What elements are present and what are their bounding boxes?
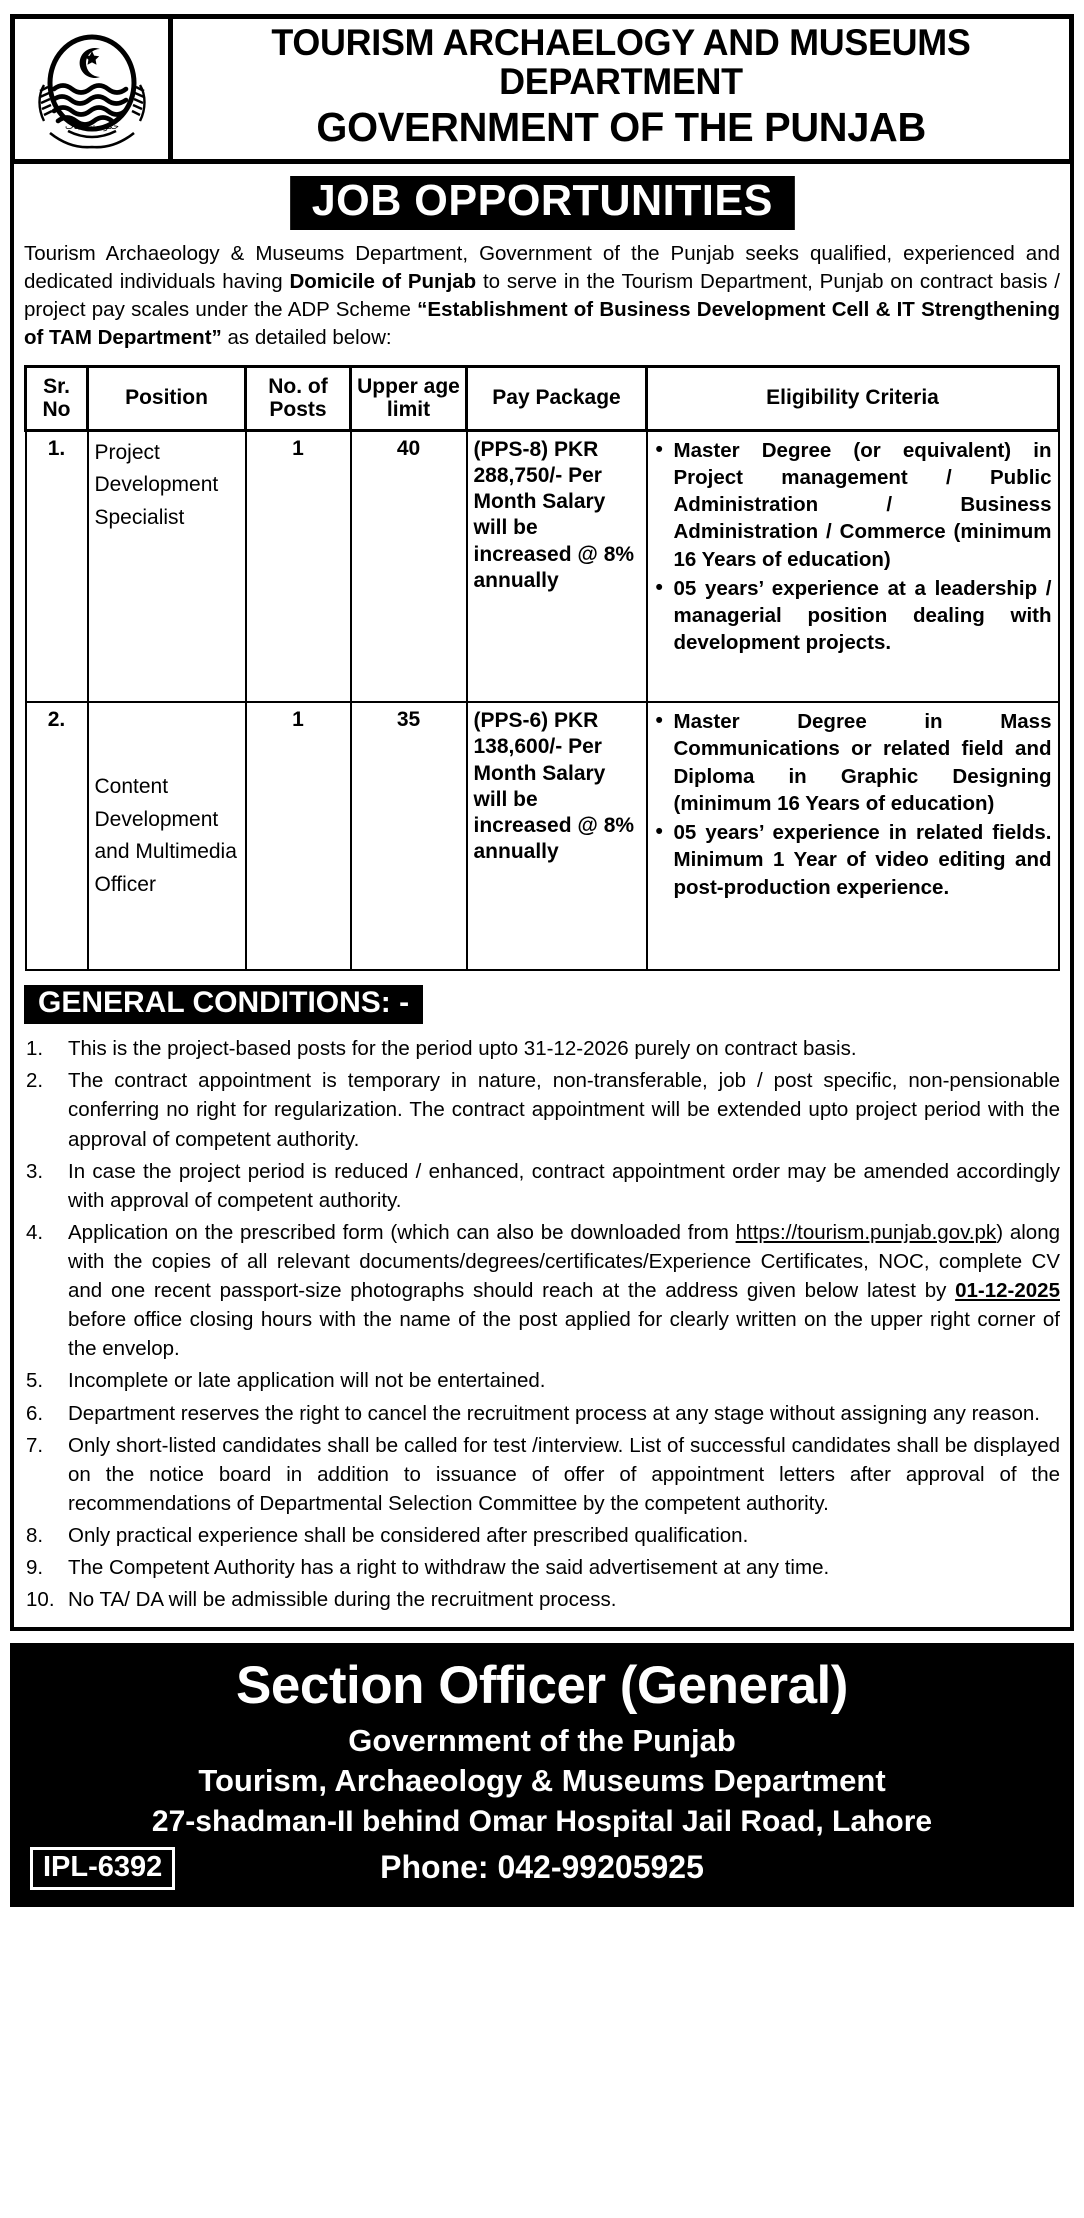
job-opportunities-banner-row	[24, 176, 1060, 230]
row1-eligibility-item: • Master Degree (or equivalent) in Project management / Public Administration / Business Administration / Commerce (minimum 16 Years of education)	[654, 437, 1052, 573]
emblem-cell	[15, 19, 173, 159]
intro-scheme-bold: “Establishment of Business Development Cell & IT Strengthening of TAM Department”	[24, 298, 1061, 350]
intro-part3: as detailed below:	[221, 326, 392, 350]
table-header-row	[26, 366, 1059, 430]
row1-pay-package: (PPS-8) PKR 288,750/- Per Month Salary will be increased @ 8% annually	[467, 430, 647, 702]
row1-eligibility	[647, 430, 1059, 702]
intro-domicile-bold: Domicile of Punjab	[289, 269, 477, 293]
job-opportunities-banner: JOB OPPORTUNITIES	[290, 176, 794, 230]
row2-upper-age-limit: 35	[351, 702, 467, 970]
row2-eligibility	[647, 702, 1059, 970]
condition-item-application	[24, 1218, 1060, 1364]
general-conditions-banner-row	[24, 985, 1060, 1024]
header-titles	[173, 19, 1069, 159]
footer-address: 27-shadman-II behind Omar Hospital Jail Road, Lahore	[151, 1805, 933, 1839]
intro-part2: to serve in the Tourism Department, Punjab on contract basis / project pay scales under the ADP Scheme	[24, 269, 1060, 322]
condition-item: Incomplete or late application will not be entertained.	[68, 1369, 546, 1393]
footer-section-officer-title: Section Officer (General)	[236, 1656, 848, 1716]
document-header	[10, 14, 1074, 164]
condition-item: In case the project period is reduced / enhanced, contract appointment order may be amended accordingly with approval of competent authority.	[68, 1159, 1060, 1212]
row2-eligibility-list	[654, 708, 1052, 901]
punjab-government-emblem-icon	[28, 25, 156, 153]
svg-text:حکومت پنجاب: حکومت پنجاب	[64, 121, 119, 132]
header-upper-age-limit: Upper age limit	[351, 366, 467, 430]
department-title: TOURISM ARCHAELOGY AND MUSEUMS DEPARTMENT	[271, 22, 971, 103]
row2-pay-package: (PPS-6) PKR 138,600/- Per Month Salary will be increased @ 8% annually	[467, 702, 647, 970]
header-pay-package: Pay Package	[467, 366, 647, 430]
tourism-portal-link[interactable]: https://tourism.punjab.gov.pk	[735, 1220, 997, 1244]
condition-item: Department reserves the right to cancel the recruitment process at any stage without assigning any reason.	[68, 1401, 1040, 1425]
condition-item: This is the project-based posts for the period upto 31-12-2026 purely on contract basis.	[68, 1037, 857, 1061]
header-no-of-posts: No. of Posts	[246, 366, 351, 430]
row2-no-of-posts: 1	[246, 702, 351, 970]
row1-position: Project Development Specialist	[88, 430, 246, 702]
condition4-part3: before office closing hours with the name of the post applied for clearly written on the upper right corner of the envelop.	[68, 1308, 1060, 1361]
table-row	[26, 702, 1059, 970]
footer-bottom-row	[22, 1845, 1062, 1891]
row1-eligibility-list	[654, 437, 1052, 657]
condition4-part1: Application on the prescribed form (which can also be downloaded from	[68, 1220, 736, 1244]
general-conditions-heading: GENERAL CONDITIONS: -	[24, 985, 423, 1024]
header-sr-no: Sr. No	[26, 366, 88, 430]
row1-no-of-posts: 1	[246, 430, 351, 702]
document-footer	[10, 1643, 1074, 1906]
government-title: GOVERNMENT OF THE PUNJAB	[316, 104, 926, 151]
row2-eligibility-item: • Master Degree in Mass Communications or related field and Diploma in Graphic Designing (minimum 16 Years of education)	[654, 708, 1052, 817]
condition-item: The contract appointment is temporary in nature, non-transferable, job / post specific, non-pensionable conferring no right for regularization. The contract appointment will be extended upto project period with the approval of competent authority.	[68, 1069, 1060, 1151]
application-deadline: 01-12-2025	[955, 1279, 1060, 1303]
header-eligibility-criteria: Eligibility Criteria	[647, 366, 1059, 430]
condition4-part2: ) along with the copies of all relevant documents/degrees/certificates/Experience Certificates, NOC, complete CV and one recent passport-size photographs should reach at the address given below latest by	[68, 1220, 1060, 1303]
table-row	[26, 430, 1059, 702]
job-advertisement-page	[0, 14, 1084, 2218]
row2-sr-no: 2.	[26, 702, 88, 970]
general-conditions-list	[24, 1034, 1060, 1614]
footer-government: Government of the Punjab	[348, 1722, 736, 1758]
row2-position: Content Development and Multimedia Officer	[88, 702, 246, 970]
footer-phone: Phone: 042-99205925	[380, 1849, 704, 1886]
positions-table	[24, 365, 1060, 972]
intro-paragraph	[24, 240, 1060, 353]
intro-part1: Tourism Archaeology & Museums Department, Government of the Punjab seeks qualified, experienced and dedicated individuals having	[24, 241, 1060, 293]
condition-item: The Competent Authority has a right to withdraw the said advertisement at any time.	[68, 1556, 830, 1580]
footer-department: Tourism, Archaeology & Museums Department	[198, 1763, 886, 1799]
condition-item: Only practical experience shall be considered after prescribed qualification.	[68, 1523, 749, 1547]
row2-eligibility-item: • 05 years’ experience in related fields. Minimum 1 Year of video editing and post-production experience.	[654, 819, 1052, 901]
ipl-reference-badge: IPL-6392	[30, 1847, 175, 1890]
condition-item: No TA/ DA will be admissible during the recruitment process.	[68, 1588, 617, 1612]
condition-item: Only short-listed candidates shall be called for test /interview. List of successful candidates shall be displayed on the notice board in addition to issuance of offer of appointment letters after approval of the recommendations of Departmental Selection Committee by the competent authority.	[68, 1433, 1060, 1515]
advertisement-body	[10, 164, 1074, 1632]
row1-eligibility-item: • 05 years’ experience at a leadership / managerial position dealing with development projects.	[654, 575, 1052, 657]
row1-sr-no: 1.	[26, 430, 88, 702]
row1-upper-age-limit: 40	[351, 430, 467, 702]
header-position: Position	[88, 366, 246, 430]
